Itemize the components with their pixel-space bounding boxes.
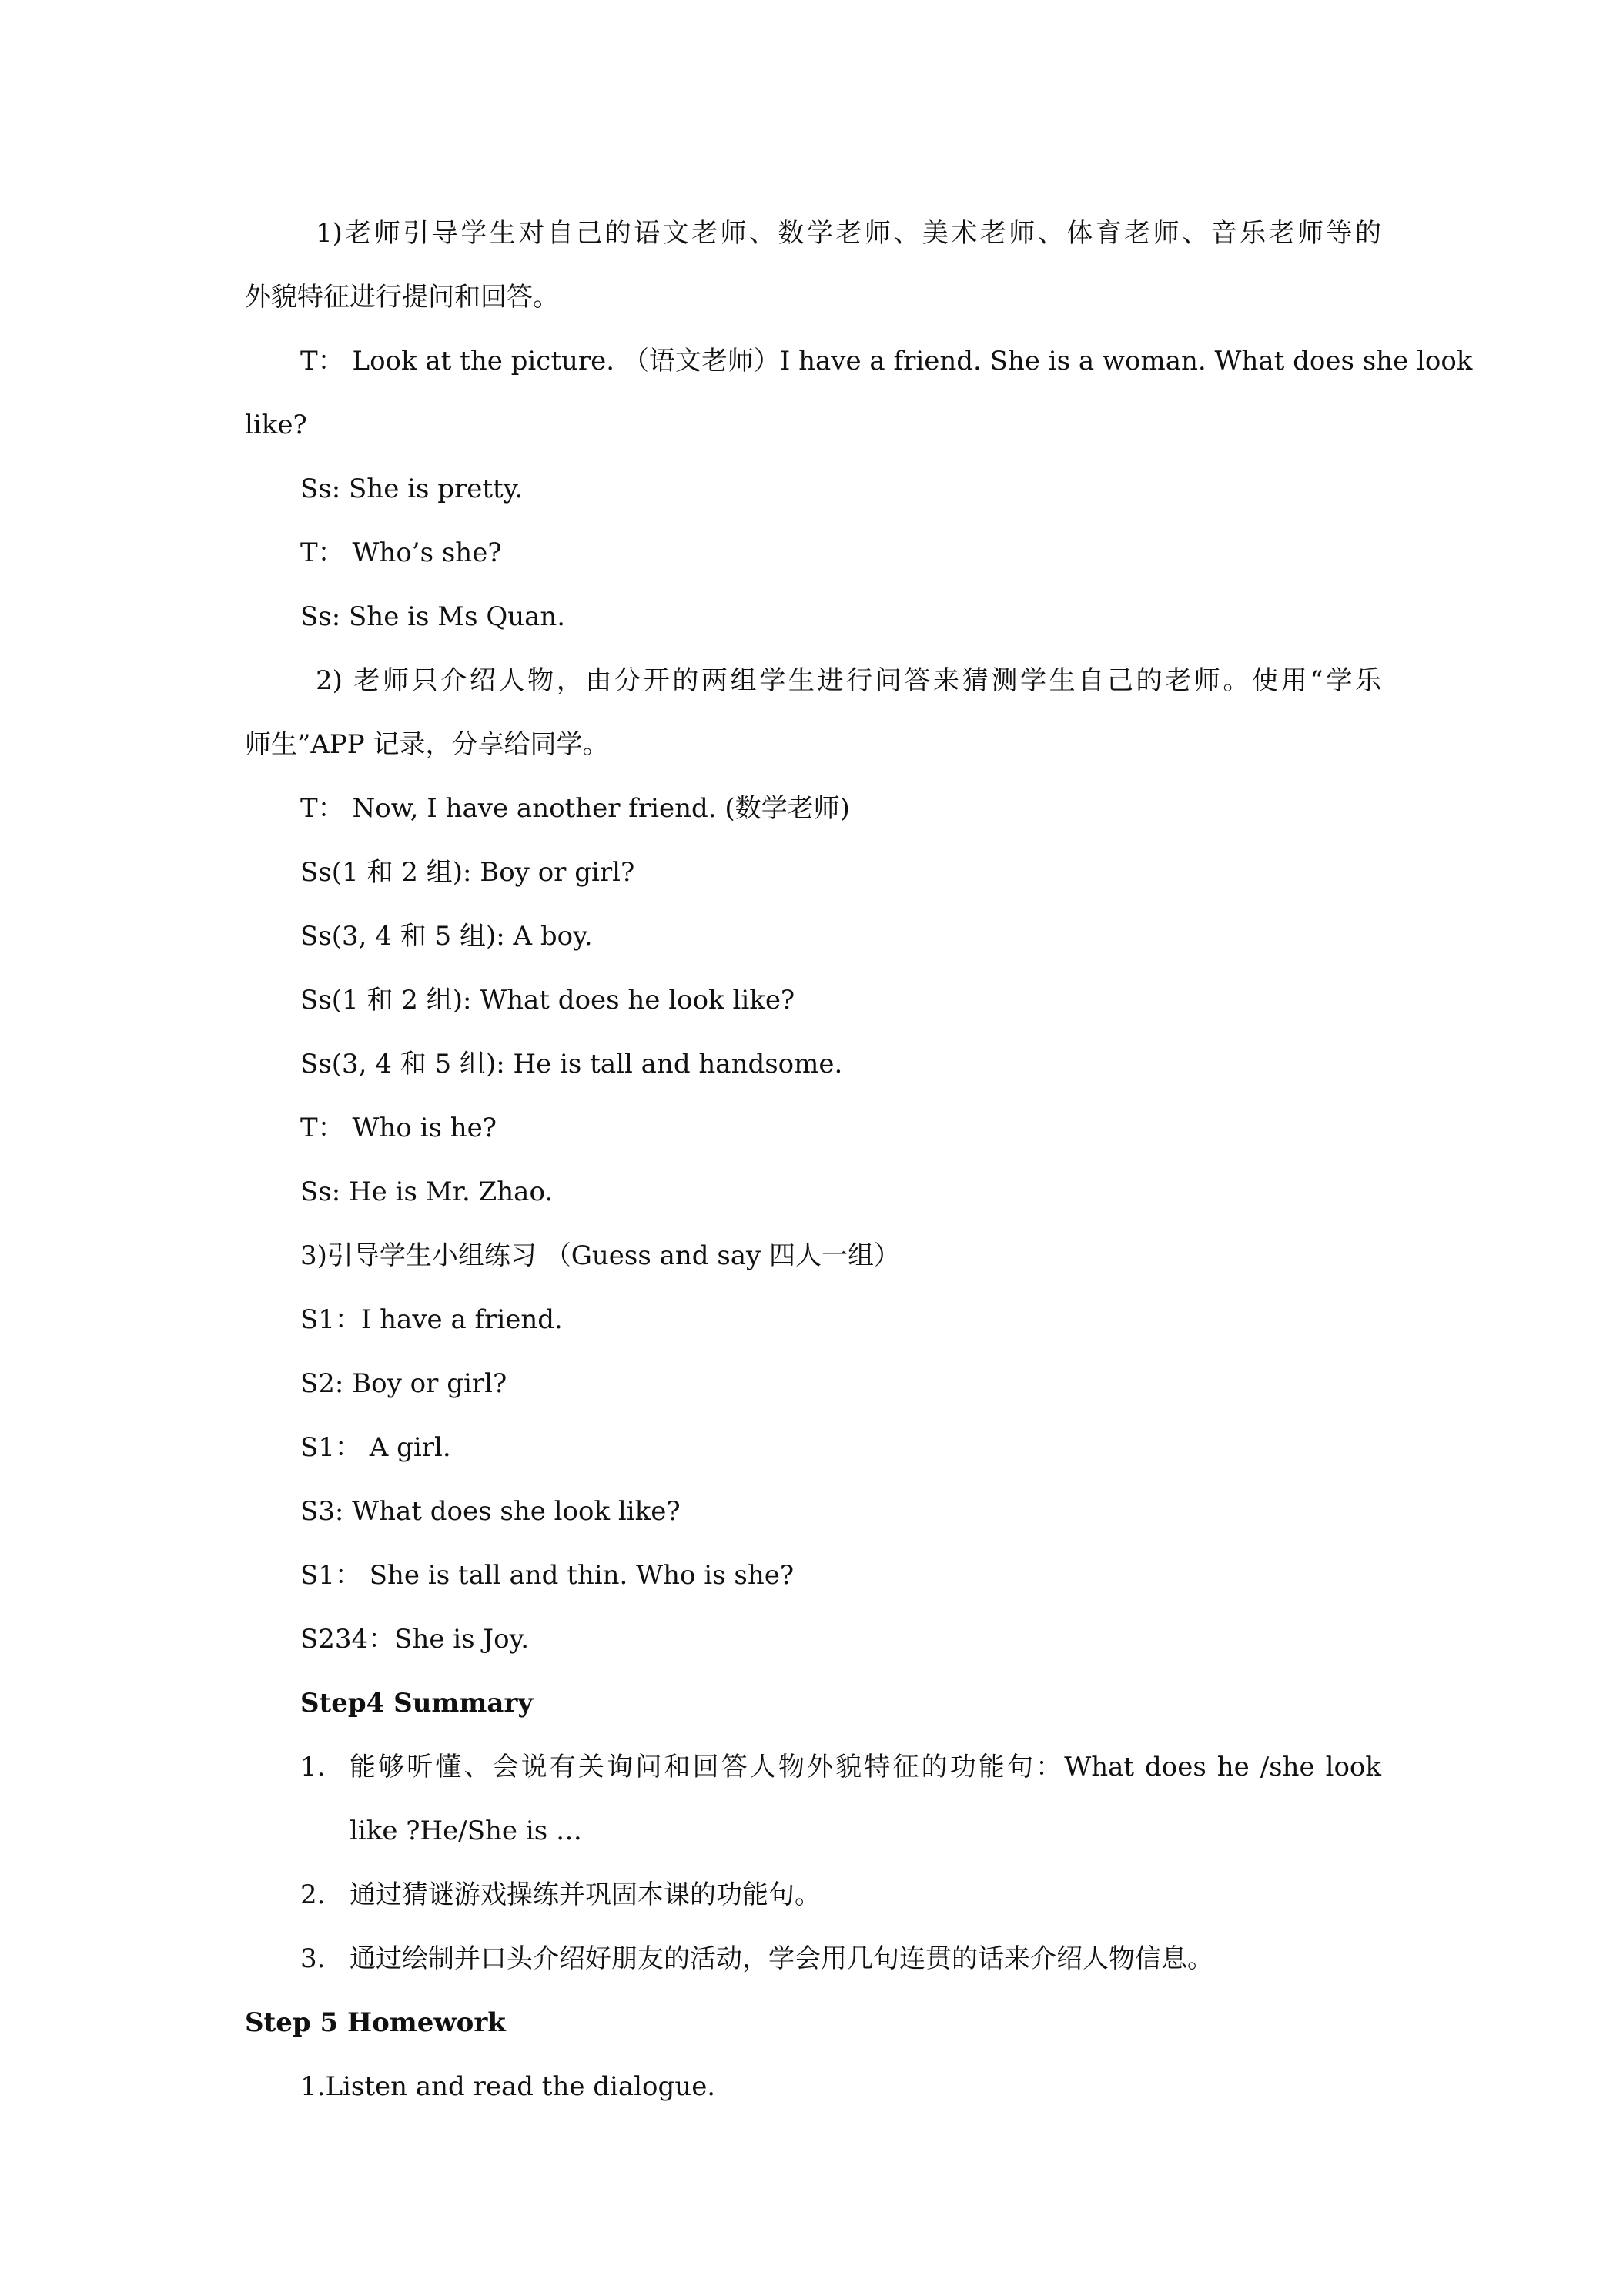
summary-item-2 bbox=[245, 1863, 1381, 1927]
paragraph-1-line-2: 外貌特征进行提问和回答。 bbox=[245, 282, 559, 313]
document-body bbox=[245, 202, 1473, 2119]
summary-item-2-text: 通过猜谜游戏操练并巩固本课的功能句。 bbox=[350, 1879, 821, 1910]
paragraph-1-line-1: 1)老师引导学生对自己的语文老师、数学老师、美术老师、体育老师、音乐老师等的 bbox=[316, 218, 1381, 249]
dialogue-line-1-cont: like? bbox=[245, 410, 307, 440]
summary-item-3-number: 3. bbox=[300, 1943, 326, 1974]
summary-item-1-number: 1. bbox=[300, 1752, 326, 1782]
dialogue-line-3: T： Who’s she? bbox=[300, 537, 502, 568]
summary-item-1 bbox=[245, 1735, 1381, 1799]
dialogue-line-1: T： Look at the picture. （语文老师）I have a friend. She is a woman. What does she look bbox=[300, 346, 1473, 377]
dialogue-line-5: T： Now, I have another friend. (数学老师) bbox=[300, 793, 850, 824]
dialogue-line-6: Ss(1 和 2 组): Boy or girl? bbox=[300, 857, 635, 888]
paragraph-2-line-1: 2) 老师只介绍人物，由分开的两组学生进行问答来猜测学生自己的老师。使用“学乐 bbox=[316, 665, 1381, 696]
dialogue-line-11: Ss: He is Mr. Zhao. bbox=[300, 1176, 554, 1207]
dialogue-line-4: Ss: She is Ms Quan. bbox=[300, 601, 566, 632]
dialogue-line-7: Ss(3, 4 和 5 组): A boy. bbox=[300, 921, 593, 952]
dialogue-line-2: Ss: She is pretty. bbox=[300, 474, 524, 504]
dialogue-line-17: S234：She is Joy. bbox=[300, 1624, 530, 1655]
homework-item-1: 1.Listen and read the dialogue. bbox=[300, 2071, 716, 2102]
dialogue-line-12: S1：I have a friend. bbox=[300, 1304, 563, 1335]
dialogue-line-16: S1： She is tall and thin. Who is she? bbox=[300, 1560, 795, 1591]
summary-item-3 bbox=[245, 1927, 1381, 1991]
paragraph-2-line-2: 师生”APP 记录，分享给同学。 bbox=[245, 729, 609, 760]
step5-heading: Step 5 Homework bbox=[245, 2007, 506, 2038]
dialogue-line-15: S3: What does she look like? bbox=[300, 1496, 681, 1527]
step4-heading: Step4 Summary bbox=[300, 1688, 534, 1719]
dialogue-line-13: S2: Boy or girl? bbox=[300, 1368, 507, 1399]
summary-item-1-cont: like ?He/She is … bbox=[350, 1816, 582, 1846]
summary-item-3-text: 通过绘制并口头介绍好朋友的活动，学会用几句连贯的话来介绍人物信息。 bbox=[350, 1943, 1213, 1974]
dialogue-line-9: Ss(3, 4 和 5 组): He is tall and handsome. bbox=[300, 1049, 843, 1079]
summary-item-2-number: 2. bbox=[300, 1879, 326, 1910]
paragraph-3: 3)引导学生小组练习 （Guess and say 四人一组） bbox=[300, 1240, 901, 1271]
dialogue-line-10: T： Who is he? bbox=[300, 1113, 497, 1143]
dialogue-line-8: Ss(1 和 2 组): What does he look like? bbox=[300, 985, 795, 1016]
summary-item-1-text: 能够听懂、会说有关询问和回答人物外貌特征的功能句：What does he /she look bbox=[350, 1752, 1381, 1782]
dialogue-line-14: S1： A girl. bbox=[300, 1432, 451, 1463]
